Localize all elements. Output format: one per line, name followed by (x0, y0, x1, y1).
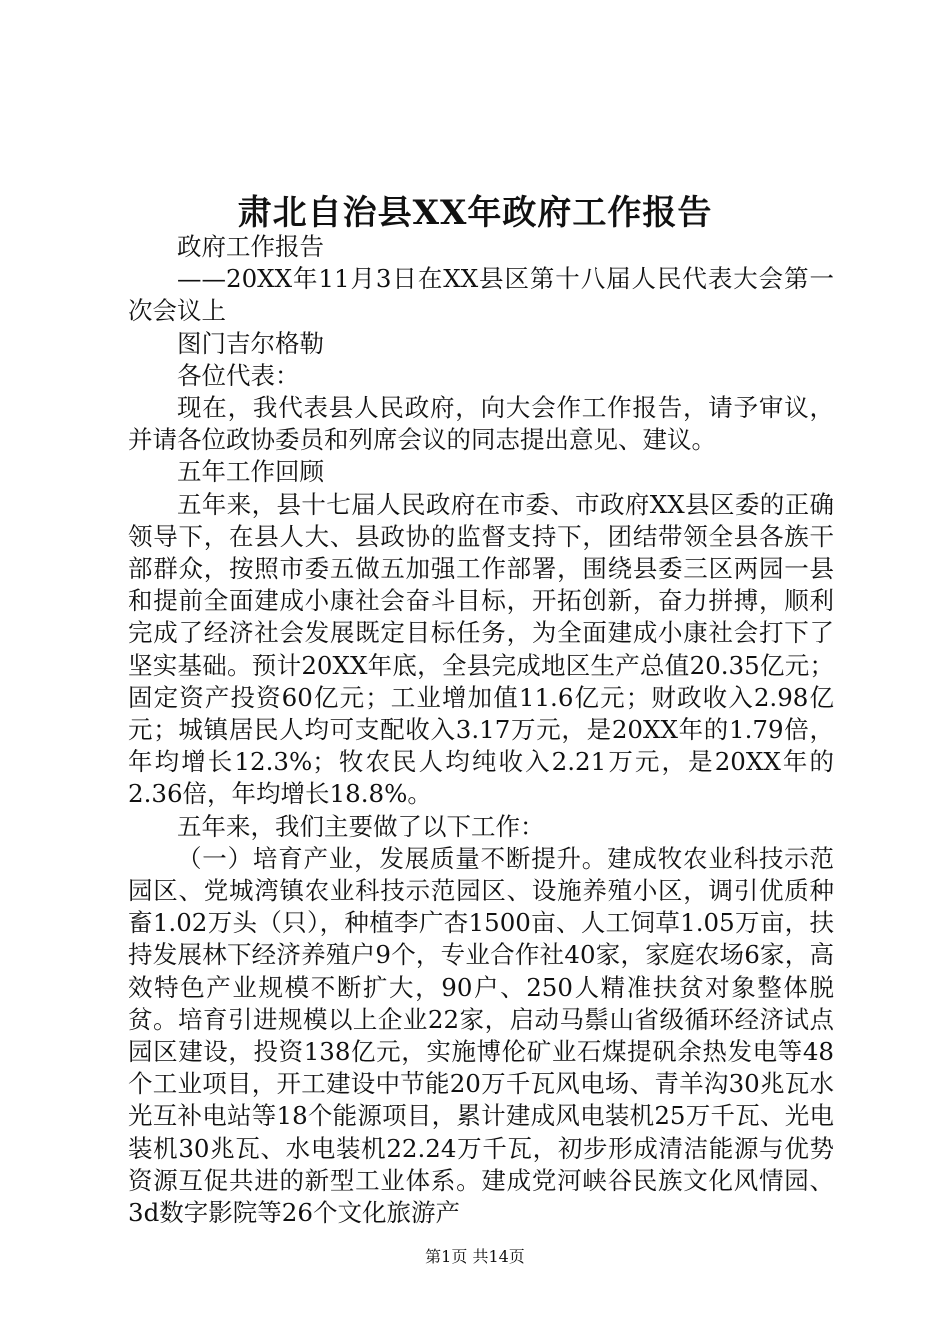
paragraph-speaker: 图门吉尔格勒 (177, 328, 324, 358)
paragraph-review: 五年来，县十七届人民政府在市委、市政府XX县区委的正确领导下，在县人大、县政协的监督支持下，团结带领全县各族干部群众，按照市委五做五加强工作部署，围绕县委三区两园一县和提前全面建成小康社会奋斗目标，开拓创新，奋力拼搏，顺利完成了经济社会发展既定目标任务，为全面建成小康社会打下了坚实基础。预计20XX年底，全县完成地区生产总值20.35亿元；固定资产投资60亿元；工业增加值11.6亿元；财政收入2.98亿元；城镇居民人均可支配收入3.17万元，是20XX年的1.79倍，年均增长12.3%；牧农民人均纯收入2.21万元，是20XX年的2.36倍，年均增长18.8%。 (128, 489, 834, 809)
page-number-footer: 第1页 共14页 (425, 1247, 525, 1266)
document-title: 肃北自治县XX年政府工作报告 (237, 193, 713, 233)
paragraph-subtitle: 政府工作报告 (177, 232, 324, 261)
paragraph-industry: （一）培育产业，发展质量不断提升。建成牧农业科技示范园区、党城湾镇农业科技示范园区、设施养殖小区，调引优质种畜1.02万头（只），种植李广杏1500亩、人工饲草1.05万亩，扶持发展林下经济养殖户9个，专业合作社40家，家庭农场6家，高效特色产业规模不断扩大，90户、250人精准扶贫对象整体脱贫。培育引进规模以上企业22家，启动马鬃山省级循环经济试点园区建设，投资138亿元，实施博伦矿业石煤提矾余热发电等48个工业项目，开工建设中节能20万千瓦风电场、青羊沟30兆瓦水光互补电站等18个能源项目，累计建成风电装机25万千瓦、光电装机30兆瓦、水电装机22.24万千瓦，初步形成清洁能源与优势资源互促共进的新型工业体系。建成党河峡谷民族文化风情园、3d数字影院等26个文化旅游产 (128, 843, 834, 1228)
paragraph-work-intro: 五年来，我们主要做了以下工作： (177, 811, 545, 841)
paragraph-salutation: 各位代表： (177, 360, 300, 390)
paragraph-opening: 现在，我代表县人民政府，向大会作工作报告，请予审议，并请各位政协委员和列席会议的同志提出意见、建议。 (128, 393, 834, 455)
paragraph-meeting-info: ——20XX年11月3日在XX县区第十八届人民代表大会第一次会议上 (128, 264, 834, 326)
paragraph-section-heading: 五年工作回顾 (177, 457, 324, 487)
document-body (128, 231, 834, 1229)
